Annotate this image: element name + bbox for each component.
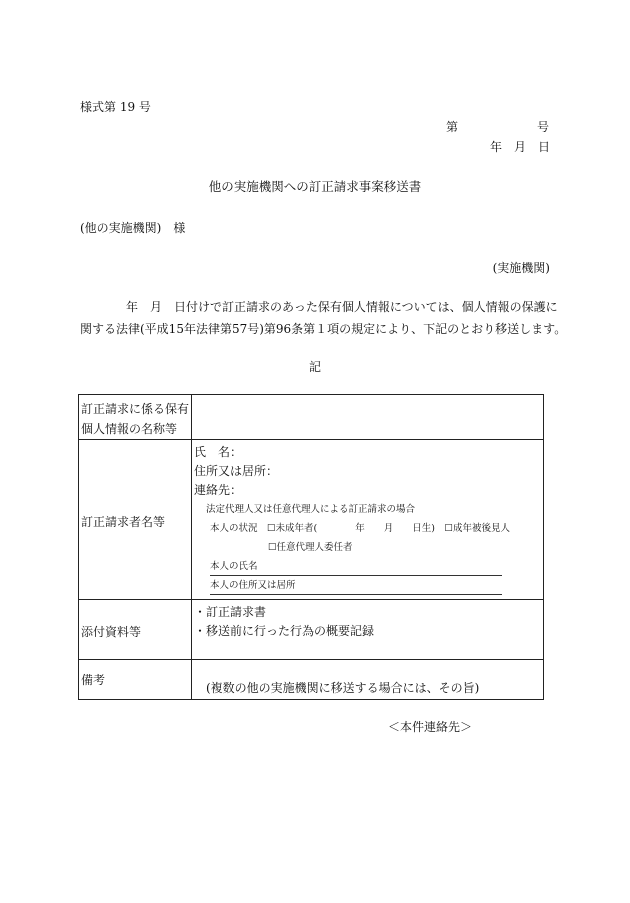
body-line-1: 年 月 日付けで訂正請求のあった保有個人情報については、個人情報の保護に (126, 300, 558, 314)
attachment-item: ・訂正請求書 (194, 605, 267, 619)
person-address-line: 本人の住所又は居所 (210, 578, 502, 595)
body-text (80, 296, 567, 340)
transfer-info-table (78, 394, 544, 700)
ki-heading: 記 (308, 360, 321, 374)
address-line: 住所又は居所： (194, 464, 279, 478)
proxy-note: 法定代理人又は任意代理人による訂正請求の場合 (206, 504, 416, 515)
table-row (79, 395, 544, 440)
label-attachments: 添付資料等 (79, 600, 192, 660)
document-title: 他の実施機関への訂正請求事案移送書 (208, 179, 422, 194)
contact-line: 連絡先： (194, 483, 243, 497)
delegate-line: ☐任意代理人委任者 (268, 542, 353, 553)
body-line-2: 関する法律(平成15年法律第57号)第96条第１項の規定により、下記のとおり移送します。 (80, 322, 567, 336)
label-line: 訂正請求に係る保有 (81, 402, 190, 416)
value-requester (192, 440, 544, 600)
label-remarks: 備考 (79, 660, 192, 700)
sender: (実施機関) (492, 261, 550, 275)
document-number: 第 号 (445, 120, 550, 134)
value-attachments (192, 600, 544, 660)
value-info-name (192, 395, 544, 440)
recipient: (他の実施機関) 様 (80, 221, 186, 235)
label-info-name (79, 395, 192, 440)
contact-heading: ＜本件連絡先＞ (388, 720, 473, 734)
table-row (79, 600, 544, 660)
form-number: 様式第 19 号 (80, 100, 151, 114)
status-line: 本人の状況 ☐未成年者( 年 月 日生) ☐成年被後見人 (210, 523, 510, 534)
name-line: 氏 名： (194, 445, 243, 459)
label-line: 個人情報の名称等 (81, 422, 178, 436)
value-remarks: (複数の他の実施機関に移送する場合には、その旨) (192, 660, 544, 700)
document-date: 年 月 日 (489, 140, 550, 154)
table-row (79, 660, 544, 700)
label-requester: 訂正請求者名等 (79, 440, 192, 600)
person-name-line: 本人の氏名 (210, 559, 502, 576)
attachment-item: ・移送前に行った行為の概要記録 (194, 624, 375, 638)
table-row (79, 440, 544, 600)
